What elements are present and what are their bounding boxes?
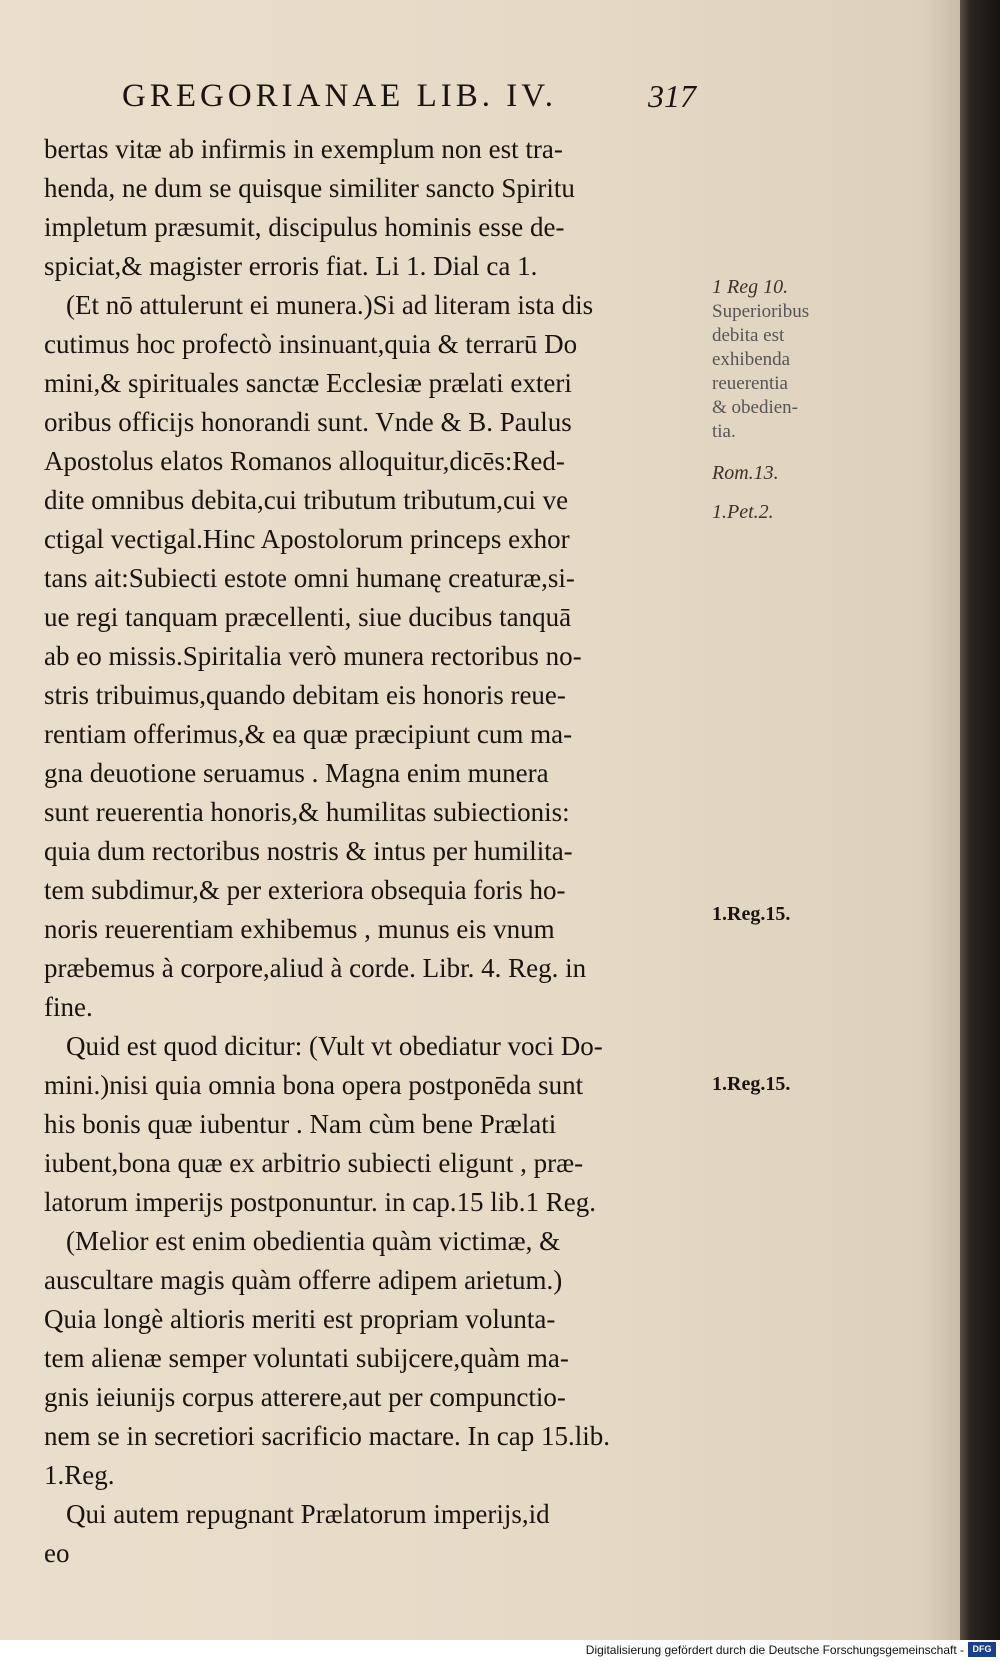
running-head: GREGORIANAE LIB. IV. — [122, 78, 558, 114]
text-line: gnis ieiunijs corpus atterere,aut per compunctio- — [44, 1382, 566, 1412]
margin-note: & obedien- — [712, 397, 799, 418]
text-line: rentiam offerimus,& ea quæ præcipiunt cum ma- — [44, 719, 573, 749]
scan-border — [960, 0, 1000, 1661]
text-line: (Melior est enim obedientia quàm victimæ, & — [66, 1226, 561, 1256]
text-line: eo — [44, 1538, 70, 1568]
text-line: fine. — [44, 992, 93, 1022]
text-line: tans ait:Subiecti estote omni humanę creaturæ,si- — [44, 563, 575, 593]
text-line: oribus officijs honorandi sunt. Vnde & B. Paulus — [44, 407, 572, 437]
footer-credit: Digitalisierung gefördert durch die Deutsche Forschungsgemeinschaft - — [585, 1643, 964, 1657]
text-line: mini.)nisi quia omnia bona opera postponēda sunt — [44, 1070, 584, 1100]
text-line: ctigal vectigal.Hinc Apostolorum princeps exhor — [44, 524, 570, 554]
text-line: præbemus à corpore,aliud à corde. Libr. 4. Reg. in — [44, 953, 587, 983]
text-line: ab eo missis.Spiritalia verò munera rectoribus no- — [44, 641, 582, 671]
margin-note: 1 Reg 10. — [712, 276, 789, 298]
text-line: his bonis quæ iubentur . Nam cùm bene Prælati — [44, 1109, 557, 1139]
text-line: spiciat,& magister erroris fiat. Li 1. Dial ca 1. — [44, 251, 538, 281]
dfg-logo: DFG — [968, 1642, 996, 1657]
text-line: bertas vitæ ab infirmis in exemplum non est tra- — [44, 134, 563, 164]
text-line: stris tribuimus,quando debitam eis honoris reue- — [44, 680, 566, 710]
text-line: tem subdimur,& per exteriora obsequia foris ho- — [44, 875, 566, 905]
text-line: Apostolus elatos Romanos alloquitur,dicēs:Red- — [44, 446, 565, 476]
text-line: nem se in secretiori sacrificio mactare. In cap 15.lib. — [44, 1421, 611, 1451]
text-line: quia dum rectoribus nostris & intus per humilita- — [44, 836, 573, 866]
margin-note: debita est — [712, 325, 785, 346]
text-line: impletum præsumit, discipulus hominis esse de- — [44, 212, 565, 242]
text-line: (Et nō attulerunt ei munera.)Si ad literam ista dis — [66, 290, 594, 320]
margin-note: exhibenda — [712, 349, 791, 370]
text-line: sunt reuerentia honoris,& humilitas subiectionis: — [44, 797, 570, 827]
margin-note: 1.Reg.15. — [712, 1073, 791, 1095]
text-line: Qui autem repugnant Prælatorum imperijs,id — [66, 1499, 550, 1529]
text-line: dite omnibus debita,cui tributum tributum,cui ve — [44, 485, 569, 515]
text-line: henda, ne dum se quisque similiter sancto Spiritu — [44, 173, 575, 203]
page-number: 317 — [648, 78, 696, 114]
margin-note: 1.Reg.15. — [712, 903, 791, 925]
text-line: latorum imperijs postponuntur. in cap.15 lib.1 Reg. — [44, 1187, 596, 1217]
text-line: noris reuerentiam exhibemus , munus eis vnum — [44, 914, 555, 944]
main-text-block — [44, 130, 704, 1573]
margin-note: 1.Pet.2. — [712, 501, 774, 523]
text-line: Quia longè altioris meriti est propriam volunta- — [44, 1304, 556, 1334]
margin-note: Rom.13. — [712, 462, 779, 484]
margin-note: tia. — [712, 421, 736, 442]
text-line: auscultare magis quàm offerre adipem arietum.) — [44, 1265, 563, 1295]
text-line: Quid est quod dicitur: (Vult vt obediatur voci Do- — [66, 1031, 603, 1061]
text-line: 1.Reg. — [44, 1460, 115, 1490]
margin-note: reuerentia — [712, 373, 788, 394]
margin-note: Superioribus — [712, 301, 810, 322]
digitization-footer — [0, 1640, 1000, 1661]
text-line: tem alienæ semper voluntati subijcere,quàm ma- — [44, 1343, 569, 1373]
text-line: cutimus hoc profectò insinuant,quia & terrarū Do — [44, 329, 578, 359]
text-line: ue regi tanquam præcellenti, siue ducibus tanquā — [44, 602, 572, 632]
text-line: gna deuotione seruamus . Magna enim munera — [44, 758, 549, 788]
text-line: mini,& spirituales sanctæ Ecclesiæ prælati exteri — [44, 368, 572, 398]
text-line: iubent,bona quæ ex arbitrio subiecti eligunt , præ- — [44, 1148, 584, 1178]
